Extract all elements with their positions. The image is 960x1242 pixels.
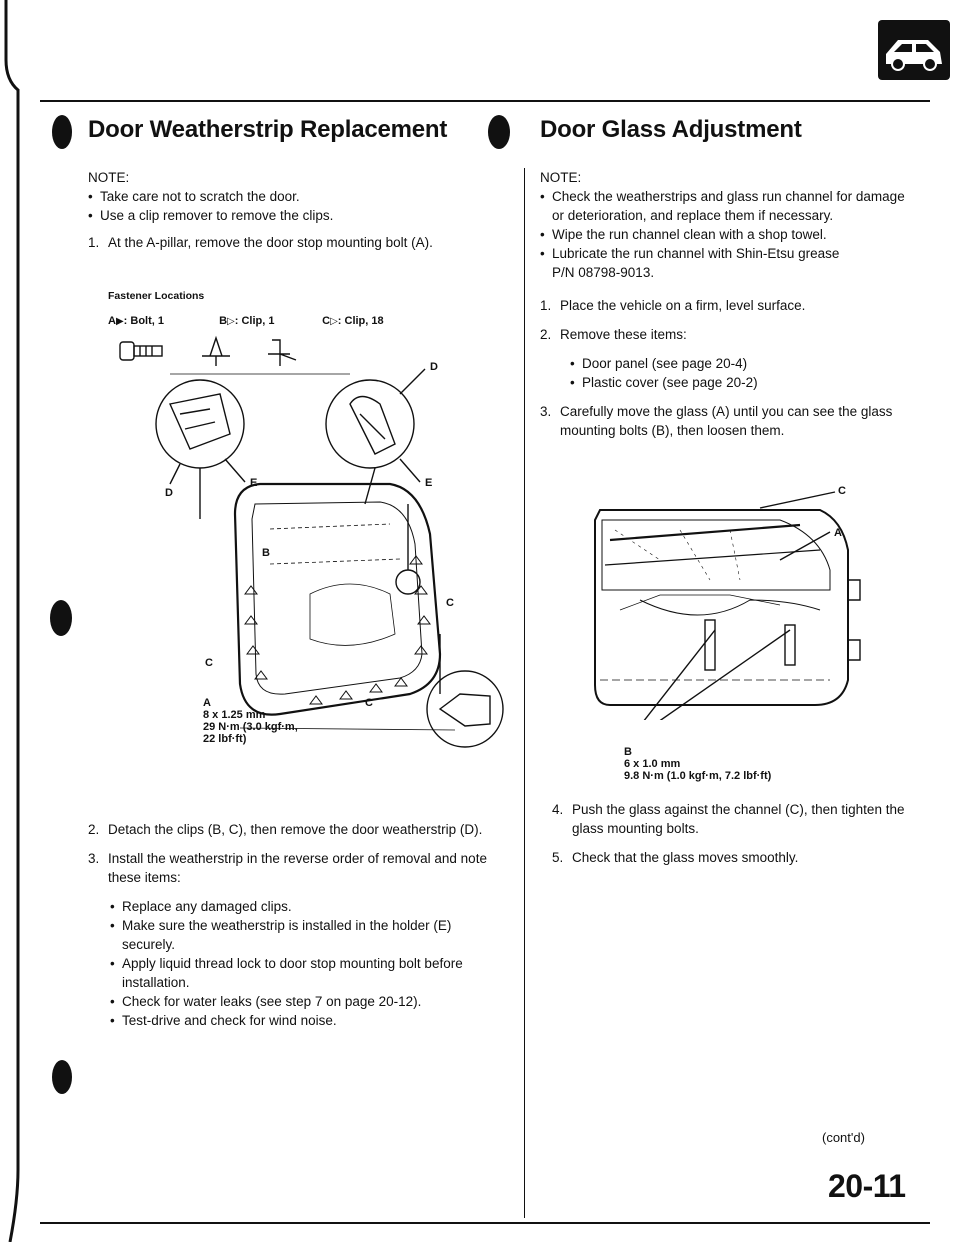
right-notes — [540, 170, 940, 282]
door-weatherstrip-diagram — [110, 334, 510, 754]
left-note-item: • Take care not to scratch the door. — [88, 187, 508, 206]
clip-b-icon — [202, 338, 230, 366]
left-bolt-spec: A 8 x 1.25 mm 29 N·m (3.0 kgf·m, 22 lbf·ft) — [203, 697, 298, 745]
list-item: • Door panel (see page 20-4) — [570, 354, 940, 373]
binding-edge — [0, 0, 40, 1242]
right-bolt-spec: B 6 x 1.0 mm 9.8 N·m (1.0 kgf·m, 7.2 lbf·ft) — [624, 746, 772, 782]
left-column — [88, 116, 508, 252]
left-step-1: 1. At the A-pillar, remove the door stop mounting bolt (A). — [88, 235, 433, 250]
right-note-item: • Check the weatherstrips and glass run channel for damage or deterioration, and replace them if necessary. — [540, 187, 920, 225]
right-column — [540, 116, 940, 440]
header-rule — [40, 100, 930, 102]
label-c-left: C — [205, 657, 213, 669]
list-item: • Replace any damaged clips. — [110, 897, 500, 916]
right-lower-steps — [552, 800, 922, 867]
right-label-c: C — [838, 485, 846, 497]
section-bullet-left — [52, 115, 72, 149]
list-item: • Apply liquid thread lock to door stop mounting bolt before installation. — [110, 954, 500, 992]
fastener-b: B▷: Clip, 1 — [219, 315, 275, 327]
label-d-top: D — [430, 361, 438, 373]
right-step-2-list — [570, 354, 940, 392]
clip-c-icon — [268, 340, 296, 366]
right-step-2: 2. Remove these items: — [540, 327, 687, 342]
left-section-title: Door Weatherstrip Replacement — [88, 116, 448, 143]
right-step-1: 1. Place the vehicle on a firm, level surface. — [540, 298, 806, 313]
fastener-c: C▷: Clip, 18 — [322, 315, 384, 327]
right-note-label: NOTE: — [540, 170, 582, 185]
list-item: • Test-drive and check for wind noise. — [110, 1011, 500, 1030]
label-e-right: E — [425, 477, 433, 489]
right-label-a: A — [834, 527, 842, 539]
left-step-2: 2. Detach the clips (B, C), then remove the door weatherstrip (D). — [88, 822, 483, 837]
right-step-3: 3. Carefully move the glass (A) until you can see the glass mounting bolts (B), then loosen them. — [540, 404, 893, 438]
column-divider — [524, 168, 525, 1218]
right-label-b: B — [624, 746, 632, 758]
bolt-icon — [120, 342, 162, 360]
left-note-label: NOTE: — [88, 170, 130, 185]
list-item: • Plastic cover (see page 20-2) — [570, 373, 940, 392]
right-section-title: Door Glass Adjustment — [540, 116, 802, 143]
right-step-5: 5. Check that the glass moves smoothly. — [552, 850, 799, 865]
left-note-item: • Use a clip remover to remove the clips. — [88, 206, 508, 225]
right-note-item: • Wipe the run channel clean with a shop towel. — [540, 225, 920, 244]
label-d-left: D — [165, 487, 173, 499]
left-step-3-list — [110, 897, 500, 1030]
left-notes — [88, 170, 508, 225]
door-glass-diagram — [580, 480, 880, 720]
left-step-3: 3. Install the weatherstrip in the reverse order of removal and note these items: — [88, 851, 487, 885]
label-c-right: C — [446, 597, 454, 609]
page-number: 20-11 — [828, 1168, 906, 1204]
fastener-a: A▶: Bolt, 1 — [108, 315, 164, 327]
section-bullet-lower — [52, 1060, 72, 1094]
list-item: • Make sure the weatherstrip is installed in the holder (E) securely. — [110, 916, 500, 954]
label-a: A — [203, 697, 211, 709]
label-c-bottom: C — [365, 697, 373, 709]
right-step-4: 4. Push the glass against the channel (C), then tighten the glass mounting bolts. — [552, 802, 905, 836]
right-note-item: • Lubricate the run channel with Shin-Etsu grease P/N 08798-9013. — [540, 244, 852, 282]
fastener-heading: Fastener Locations — [108, 290, 205, 302]
fastener-legend — [108, 315, 428, 327]
continued-note: (cont'd) — [822, 1130, 865, 1145]
car-body-icon — [878, 20, 950, 80]
section-bullet-middle — [50, 600, 72, 636]
label-b: B — [262, 547, 270, 559]
label-e-left: E — [250, 477, 258, 489]
left-lower-steps — [88, 820, 498, 1030]
list-item: • Check for water leaks (see step 7 on page 20-12). — [110, 992, 500, 1011]
footer-rule — [40, 1222, 930, 1224]
